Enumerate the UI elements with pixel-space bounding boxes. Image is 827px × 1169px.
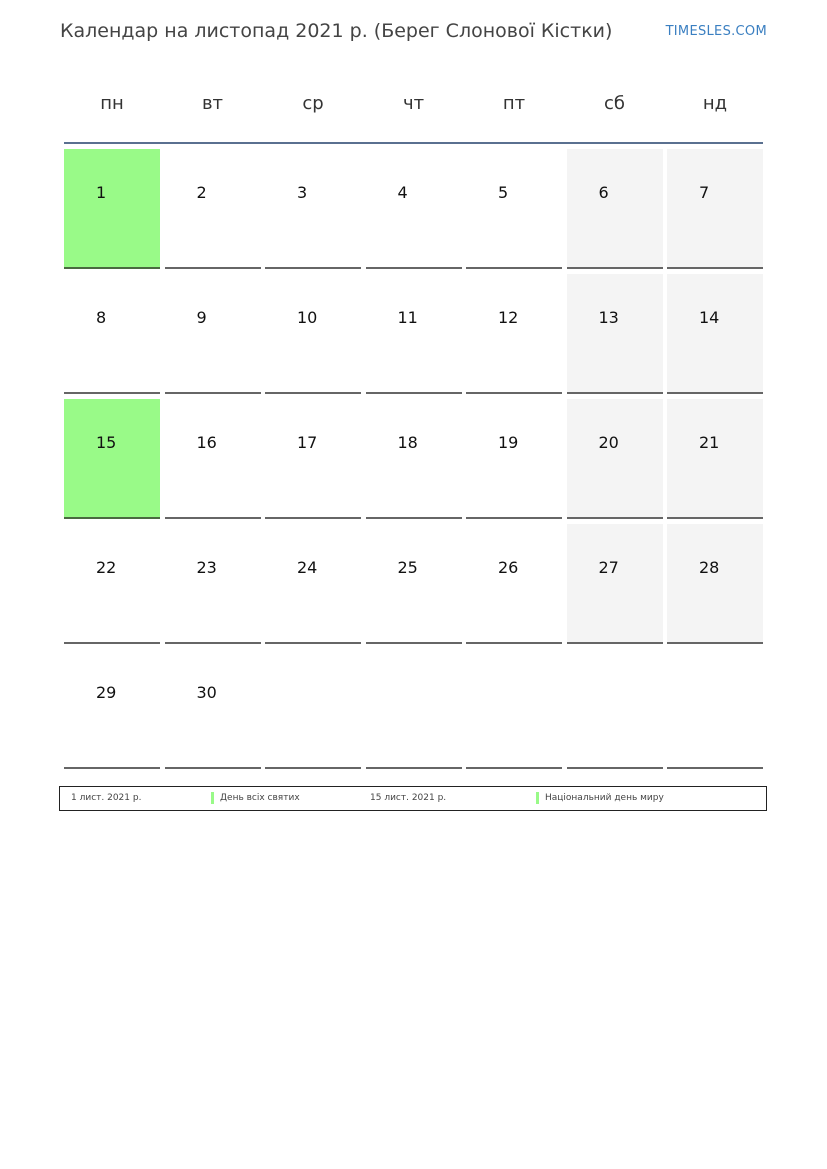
empty-day-cell <box>667 649 763 769</box>
day-cell <box>667 274 763 394</box>
day-cell <box>667 149 763 269</box>
day-number: 20 <box>598 433 619 452</box>
holiday-name: Національний день миру <box>545 793 664 803</box>
empty-day-cell <box>567 649 663 769</box>
day-number: 15 <box>96 433 117 452</box>
holiday-date: 15 лист. 2021 р. <box>370 793 447 803</box>
day-number: 10 <box>297 308 318 327</box>
day-number: 13 <box>598 308 619 327</box>
day-cell <box>366 524 462 644</box>
day-cell <box>567 524 663 644</box>
day-cell <box>265 274 361 394</box>
holiday-legend <box>59 786 767 811</box>
day-cell <box>366 149 462 269</box>
day-number: 8 <box>96 308 107 327</box>
day-number: 7 <box>699 183 710 202</box>
day-cell <box>466 274 562 394</box>
day-number: 26 <box>498 558 519 577</box>
day-number: 14 <box>699 308 720 327</box>
day-number: 16 <box>196 433 217 452</box>
day-cell <box>466 399 562 519</box>
holiday-marker <box>536 792 539 804</box>
day-cell <box>567 149 663 269</box>
empty-day-cell <box>265 649 361 769</box>
weekday-label: сб <box>604 93 625 114</box>
day-number: 17 <box>297 433 318 452</box>
weekday-label: пн <box>100 93 124 114</box>
day-cell <box>265 524 361 644</box>
weekday-label: нд <box>702 93 728 114</box>
day-number: 2 <box>196 183 207 202</box>
day-cell <box>567 399 663 519</box>
day-number: 11 <box>397 308 418 327</box>
day-number: 5 <box>498 183 509 202</box>
day-number: 24 <box>297 558 318 577</box>
day-cell <box>265 399 361 519</box>
weekday-label: чт <box>402 93 425 114</box>
holiday-day-cell <box>64 399 160 519</box>
day-number: 9 <box>196 308 207 327</box>
day-cell <box>366 274 462 394</box>
holiday-date: 1 лист. 2021 р. <box>71 793 142 803</box>
holiday-day-cell <box>64 149 160 269</box>
weekday-header <box>64 80 763 144</box>
day-number: 29 <box>96 683 117 702</box>
day-number: 1 <box>96 183 107 202</box>
brand-link[interactable]: TIMESLES.COM <box>665 24 767 39</box>
day-number: 12 <box>498 308 519 327</box>
day-cell <box>667 524 763 644</box>
weekday-label: пт <box>502 93 526 114</box>
day-cell <box>165 274 261 394</box>
empty-day-cell <box>366 649 462 769</box>
day-cell <box>165 649 261 769</box>
empty-day-cell <box>466 649 562 769</box>
day-cell <box>64 649 160 769</box>
day-number: 25 <box>397 558 418 577</box>
day-number: 27 <box>598 558 619 577</box>
day-grid <box>64 149 763 769</box>
day-number: 28 <box>699 558 720 577</box>
day-number: 30 <box>196 683 217 702</box>
day-number: 23 <box>196 558 217 577</box>
day-cell <box>165 149 261 269</box>
day-number: 4 <box>397 183 408 202</box>
day-number: 21 <box>699 433 720 452</box>
page-title: Календар на листопад 2021 р. (Берег Слонової Кістки) <box>60 20 613 42</box>
day-number: 19 <box>498 433 519 452</box>
day-cell <box>64 274 160 394</box>
holiday-marker <box>211 792 214 804</box>
day-cell <box>667 399 763 519</box>
day-number: 6 <box>598 183 609 202</box>
day-number: 22 <box>96 558 117 577</box>
day-number: 18 <box>397 433 418 452</box>
day-cell <box>366 399 462 519</box>
calendar <box>64 80 763 769</box>
day-cell <box>265 149 361 269</box>
day-cell <box>165 399 261 519</box>
day-number: 3 <box>297 183 308 202</box>
day-cell <box>165 524 261 644</box>
day-cell <box>466 149 562 269</box>
day-cell <box>64 524 160 644</box>
day-cell <box>567 274 663 394</box>
weekday-label: ср <box>302 93 324 114</box>
weekday-label: вт <box>201 93 224 114</box>
holiday-name: День всіх святих <box>220 793 300 803</box>
day-cell <box>466 524 562 644</box>
